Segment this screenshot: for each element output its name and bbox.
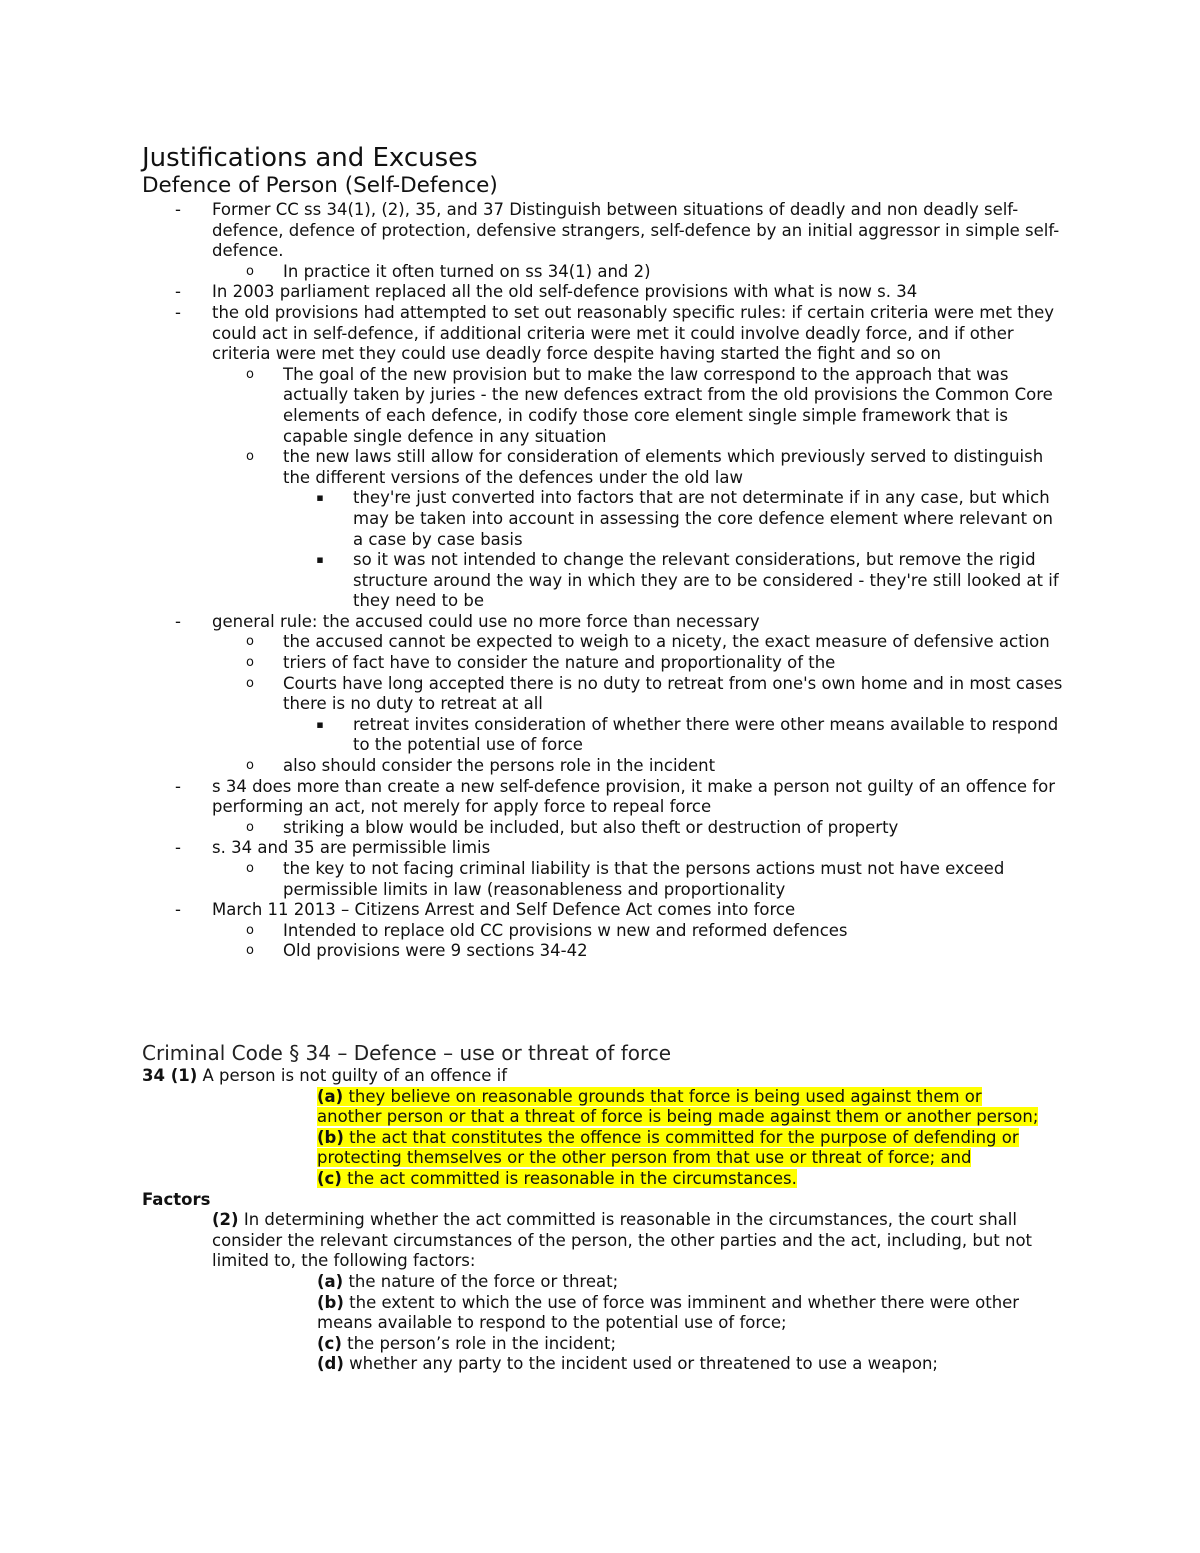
outline-item-level-1 [0,900,1200,921]
outline-item-text: the accused cannot be expected to weigh to a nicety, the exact measure of defensive action [283,632,1050,652]
outline-item-level-2 [0,756,1200,777]
square-bullet-icon: ▪ [316,553,324,567]
outline-item-text: Old provisions were 9 sections 34-42 [283,941,588,961]
subsection-2 [0,1210,1200,1272]
factor-c [0,1334,1200,1355]
outline-item-text: In practice it often turned on ss 34(1) and 2) [283,261,651,281]
circle-bullet-icon: o [246,758,254,774]
subsection-text: A person is not guilty of an offence if [197,1066,508,1085]
outline-item-level-1 [0,838,1200,859]
dash-bullet-icon: - [175,838,181,858]
subsection-label: 34 (1) [142,1066,198,1085]
factor-text: the extent to which the use of force was imminent and whether there were other means available to respond to the potential use of force; [317,1292,1020,1333]
outline-item-level-1 [0,612,1200,633]
outline-item-level-3 [0,550,1200,612]
outline-item-text: the old provisions had attempted to set out reasonably specific rules: if certain criteria were met they could act in self-defence, if additional criteria were met it could involve deadly force, and if other criteria were met they could use deadly force despite having started the fight and so on [212,302,1055,364]
outline-item-text: the key to not facing criminal liability is that the persons actions must not have exceed permissible limits in law (reasonableness and proportionality [283,859,1005,899]
paragraph-text: the act committed is reasonable in the circumstances. [341,1168,797,1188]
circle-bullet-icon: o [246,861,254,876]
factors-heading: Factors [142,1189,211,1209]
outline-item-level-2 [0,674,1200,715]
paragraph-c [0,1169,1200,1190]
dash-bullet-icon: - [175,611,181,631]
paragraph-b [0,1128,1200,1169]
criminal-code-section [0,1066,1200,1375]
outline-item-text: Intended to replace old CC provisions w new and reformed defences [283,920,848,940]
outline-item-text: striking a blow would be included, but also theft or destruction of property [283,817,899,837]
outline-item-text: the new laws still allow for consideration of elements which previously served to distinguish the different versions of the defences under the old law [283,447,1044,487]
factor-label: (a) [317,1271,344,1291]
factor-a [0,1272,1200,1293]
outline-item-text: In 2003 parliament replaced all the old self-defence provisions with what is now s. 34 [212,282,918,302]
factor-text: whether any party to the incident used or threatened to use a weapon; [343,1354,938,1374]
dash-bullet-icon: - [175,302,181,322]
section-heading: Defence of Person (Self-Defence) [142,173,498,198]
paragraph-label: (b) [317,1127,344,1147]
subsection-text: In determining whether the act committed is reasonable in the circumstances, the court shall consider the relevant circumstances of the person, the other parties and the act, including, but not limited to, the following factors: [212,1210,1033,1271]
notes-outline [0,200,1200,962]
outline-item-text: retreat invites consideration of whether there were other means available to respond to the potential use of force [353,714,1059,755]
page-title: Justifications and Excuses [142,143,478,173]
outline-item-level-3 [0,488,1200,550]
dash-bullet-icon: - [175,776,181,796]
paragraph-a [0,1087,1200,1128]
outline-item-text: general rule: the accused could use no more force than necessary [212,611,760,631]
outline-item-level-2 [0,921,1200,942]
factor-d [0,1354,1200,1375]
circle-bullet-icon: o [246,655,254,671]
outline-item-level-1 [0,777,1200,818]
circle-bullet-icon: o [246,366,254,382]
square-bullet-icon: ▪ [316,717,324,731]
circle-bullet-icon: o [246,922,254,938]
paragraph-text: the act that constitutes the offence is committed for the purpose of defending or protecting themselves or the other person from that use or threat of force; and [317,1127,1019,1168]
dash-bullet-icon: - [175,282,181,302]
subsection-1 [0,1066,1200,1087]
square-bullet-icon: ▪ [316,491,324,505]
outline-item-text: Courts have long accepted there is no duty to retreat from one's own home and in most cases there is no duty to retreat at all [283,673,1063,714]
outline-item-level-2 [0,365,1200,447]
outline-item-text: s. 34 and 35 are permissible limis [212,838,491,858]
outline-item-level-2 [0,653,1200,674]
outline-item-text: so it was not intended to change the relevant considerations, but remove the rigid structure around the way in which they are to be considered - they're still looked at if they need to be [353,550,1059,611]
circle-bullet-icon: o [246,449,254,465]
outline-item-level-2 [0,818,1200,839]
circle-bullet-icon: o [246,675,254,691]
outline-item-level-2 [0,632,1200,653]
factor-label: (d) [317,1354,344,1374]
outline-item-text: triers of fact have to consider the nature and proportionality of the [283,653,836,673]
outline-item-text: The goal of the new provision but to make the law correspond to the approach that was actually taken by juries - the new defences extract from the old provisions the Common Core elements of each defence, in codify those core element single simple framework that is capable single defence in any situation [283,364,1053,446]
outline-item-text: Former CC ss 34(1), (2), 35, and 37 Distinguish between situations of deadly and non deadly self-defence, defence of protection, defensive strangers, self-defence by an initial aggressor in simple self-defence. [212,200,1060,261]
outline-item-level-2 [0,262,1200,283]
paragraph-label: (c) [317,1168,342,1188]
paragraph-text: they believe on reasonable grounds that force is being used against them or another person or that a threat of force is being made against them or another person; [317,1086,1039,1127]
outline-item-text: March 11 2013 – Citizens Arrest and Self Defence Act comes into force [212,900,796,920]
factor-text: the nature of the force or threat; [343,1271,619,1291]
outline-item-level-3 [0,715,1200,756]
outline-item-level-1 [0,200,1200,262]
paragraph-label: (a) [317,1086,344,1106]
outline-item-text: also should consider the persons role in the incident [283,756,716,776]
dash-bullet-icon: - [175,900,181,920]
outline-item-text: they're just converted into factors that are not determinate if in any case, but which may be taken into account in assessing the core defence element where relevant on a case by case basis [353,488,1053,549]
outline-item-level-2 [0,941,1200,962]
outline-item-level-2 [0,447,1200,488]
factor-label: (c) [317,1333,342,1353]
circle-bullet-icon: o [246,634,254,650]
dash-bullet-icon: - [175,200,181,219]
subsection-label: (2) [212,1210,239,1230]
code-heading: Criminal Code § 34 – Defence – use or threat of force [142,1041,672,1065]
factor-label: (b) [317,1292,344,1312]
circle-bullet-icon: o [246,263,254,279]
factor-b [0,1293,1200,1334]
circle-bullet-icon: o [246,943,254,959]
outline-item-level-1 [0,303,1200,365]
factor-text: the person’s role in the incident; [341,1333,617,1353]
outline-item-level-2 [0,859,1200,900]
outline-item-level-1 [0,282,1200,303]
circle-bullet-icon: o [246,819,254,835]
outline-item-text: s 34 does more than create a new self-defence provision, it make a person not guilty of an offence for performing an act, not merely for apply force to repeal force [212,776,1055,817]
